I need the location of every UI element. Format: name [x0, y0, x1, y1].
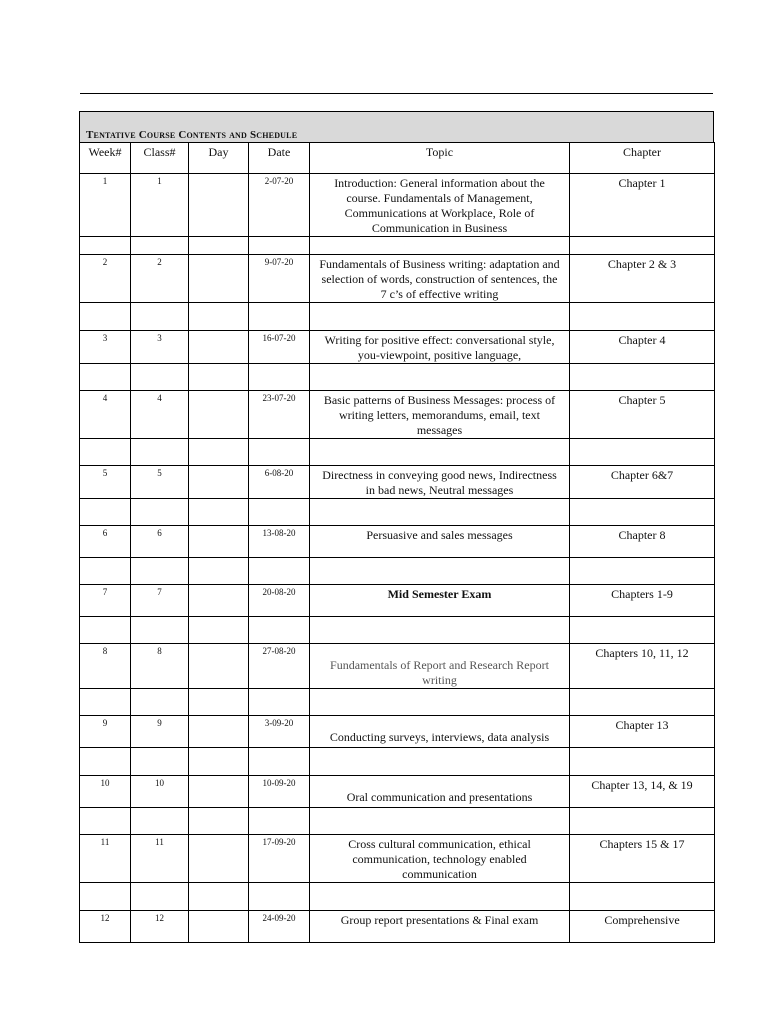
cell-class: 9: [131, 716, 189, 748]
cell-date: 23-07-20: [249, 391, 310, 439]
schedule-heading-banner: [79, 111, 714, 142]
cell-chapter: Chapters 10, 11, 12: [570, 644, 715, 689]
table-row: [80, 835, 715, 883]
cell-day: [189, 526, 249, 558]
empty-cell: [189, 748, 249, 776]
empty-cell: [570, 439, 715, 466]
spacer-row: [80, 364, 715, 391]
empty-cell: [80, 558, 131, 585]
cell-day: [189, 466, 249, 499]
table-row: [80, 526, 715, 558]
empty-cell: [189, 617, 249, 644]
empty-cell: [131, 883, 189, 911]
empty-cell: [310, 303, 570, 331]
empty-cell: [310, 439, 570, 466]
empty-cell: [131, 303, 189, 331]
empty-cell: [249, 617, 310, 644]
empty-cell: [249, 303, 310, 331]
cell-day: [189, 644, 249, 689]
spacer-row: [80, 689, 715, 716]
empty-cell: [570, 617, 715, 644]
cell-day: [189, 911, 249, 943]
empty-cell: [249, 689, 310, 716]
cell-week: 7: [80, 585, 131, 617]
table-row: [80, 716, 715, 748]
empty-cell: [310, 748, 570, 776]
cell-day: [189, 776, 249, 808]
empty-cell: [570, 237, 715, 255]
cell-class: 8: [131, 644, 189, 689]
empty-cell: [80, 499, 131, 526]
empty-cell: [570, 364, 715, 391]
cell-topic: Fundamentals of Business writing: adaptation and selection of words, construction of sentences, the 7 c’s of effective writing: [310, 255, 570, 303]
empty-cell: [570, 748, 715, 776]
empty-cell: [80, 748, 131, 776]
empty-cell: [131, 617, 189, 644]
empty-cell: [570, 808, 715, 835]
cell-week: 10: [80, 776, 131, 808]
cell-chapter: Chapter 5: [570, 391, 715, 439]
empty-cell: [189, 303, 249, 331]
spacer-row: [80, 883, 715, 911]
cell-week: 6: [80, 526, 131, 558]
cell-class: 11: [131, 835, 189, 883]
cell-week: 12: [80, 911, 131, 943]
empty-cell: [310, 558, 570, 585]
cell-class: 2: [131, 255, 189, 303]
empty-cell: [570, 883, 715, 911]
cell-topic: Group report presentations & Final exam: [310, 911, 570, 943]
spacer-row: [80, 617, 715, 644]
empty-cell: [131, 439, 189, 466]
cell-class: 7: [131, 585, 189, 617]
cell-week: 2: [80, 255, 131, 303]
column-header-week: Week#: [80, 143, 131, 174]
cell-day: [189, 174, 249, 237]
cell-topic: Introduction: General information about the course. Fundamentals of Management, Communications at Workplace, Role of Communication in Business: [310, 174, 570, 237]
cell-day: [189, 835, 249, 883]
empty-cell: [80, 689, 131, 716]
empty-cell: [189, 808, 249, 835]
table-row: [80, 174, 715, 237]
cell-date: 27-08-20: [249, 644, 310, 689]
empty-cell: [249, 748, 310, 776]
cell-chapter: Chapters 1-9: [570, 585, 715, 617]
cell-topic: Fundamentals of Report and Research Report writing: [310, 644, 570, 689]
cell-day: [189, 391, 249, 439]
empty-cell: [131, 689, 189, 716]
column-header-day: Day: [189, 143, 249, 174]
empty-cell: [189, 364, 249, 391]
empty-cell: [80, 617, 131, 644]
empty-cell: [249, 499, 310, 526]
cell-chapter: Chapter 1: [570, 174, 715, 237]
empty-cell: [80, 364, 131, 391]
cell-chapter: Chapter 6&7: [570, 466, 715, 499]
cell-chapter: Chapters 15 & 17: [570, 835, 715, 883]
empty-cell: [131, 237, 189, 255]
cell-chapter: Chapter 2 & 3: [570, 255, 715, 303]
schedule-table-body: [80, 174, 715, 943]
table-row: [80, 644, 715, 689]
cell-day: [189, 331, 249, 364]
cell-date: 9-07-20: [249, 255, 310, 303]
empty-cell: [131, 364, 189, 391]
cell-chapter: Chapter 13: [570, 716, 715, 748]
schedule-section: [79, 111, 714, 943]
schedule-table: [79, 142, 715, 943]
empty-cell: [570, 499, 715, 526]
cell-chapter: Chapter 13, 14, & 19: [570, 776, 715, 808]
cell-class: 6: [131, 526, 189, 558]
empty-cell: [80, 237, 131, 255]
empty-cell: [310, 617, 570, 644]
spacer-row: [80, 748, 715, 776]
cell-topic: Writing for positive effect: conversational style, you-viewpoint, positive language,: [310, 331, 570, 364]
empty-cell: [80, 439, 131, 466]
spacer-row: [80, 237, 715, 255]
spacer-row: [80, 558, 715, 585]
empty-cell: [189, 689, 249, 716]
empty-cell: [570, 558, 715, 585]
cell-week: 1: [80, 174, 131, 237]
cell-date: 20-08-20: [249, 585, 310, 617]
empty-cell: [189, 439, 249, 466]
cell-topic: Directness in conveying good news, Indirectness in bad news, Neutral messages: [310, 466, 570, 499]
cell-day: [189, 255, 249, 303]
empty-cell: [310, 499, 570, 526]
cell-date: 2-07-20: [249, 174, 310, 237]
empty-cell: [189, 883, 249, 911]
cell-topic: Basic patterns of Business Messages: process of writing letters, memorandums, email, text messages: [310, 391, 570, 439]
empty-cell: [189, 237, 249, 255]
empty-cell: [249, 808, 310, 835]
spacer-row: [80, 439, 715, 466]
table-row: [80, 255, 715, 303]
cell-chapter: Chapter 4: [570, 331, 715, 364]
cell-chapter: Comprehensive: [570, 911, 715, 943]
empty-cell: [189, 499, 249, 526]
cell-topic: Cross cultural communication, ethical communication, technology enabled communication: [310, 835, 570, 883]
cell-date: 24-09-20: [249, 911, 310, 943]
empty-cell: [131, 808, 189, 835]
empty-cell: [249, 883, 310, 911]
cell-day: [189, 716, 249, 748]
cell-class: 12: [131, 911, 189, 943]
table-row: [80, 331, 715, 364]
empty-cell: [131, 748, 189, 776]
cell-class: 4: [131, 391, 189, 439]
cell-week: 3: [80, 331, 131, 364]
cell-topic: Mid Semester Exam: [310, 585, 570, 617]
cell-week: 8: [80, 644, 131, 689]
empty-cell: [570, 689, 715, 716]
empty-cell: [249, 364, 310, 391]
cell-day: [189, 585, 249, 617]
empty-cell: [189, 558, 249, 585]
table-row: [80, 585, 715, 617]
cell-topic: Persuasive and sales messages: [310, 526, 570, 558]
empty-cell: [249, 439, 310, 466]
empty-cell: [249, 558, 310, 585]
empty-cell: [310, 689, 570, 716]
cell-week: 5: [80, 466, 131, 499]
table-row: [80, 466, 715, 499]
empty-cell: [80, 883, 131, 911]
cell-date: 3-09-20: [249, 716, 310, 748]
cell-week: 11: [80, 835, 131, 883]
empty-cell: [80, 808, 131, 835]
cell-date: 17-09-20: [249, 835, 310, 883]
empty-cell: [131, 558, 189, 585]
cell-topic: Conducting surveys, interviews, data analysis: [310, 716, 570, 748]
empty-cell: [131, 499, 189, 526]
cell-date: 13-08-20: [249, 526, 310, 558]
empty-cell: [570, 303, 715, 331]
empty-cell: [310, 237, 570, 255]
top-horizontal-rule: [80, 93, 713, 94]
cell-week: 4: [80, 391, 131, 439]
empty-cell: [310, 364, 570, 391]
cell-topic: Oral communication and presentations: [310, 776, 570, 808]
cell-date: 6-08-20: [249, 466, 310, 499]
table-row: [80, 911, 715, 943]
table-row: [80, 776, 715, 808]
column-header-date: Date: [249, 143, 310, 174]
column-header-topic: Topic: [310, 143, 570, 174]
cell-class: 3: [131, 331, 189, 364]
cell-chapter: Chapter 8: [570, 526, 715, 558]
column-header-class: Class#: [131, 143, 189, 174]
cell-week: 9: [80, 716, 131, 748]
spacer-row: [80, 808, 715, 835]
cell-class: 10: [131, 776, 189, 808]
cell-class: 1: [131, 174, 189, 237]
cell-date: 16-07-20: [249, 331, 310, 364]
spacer-row: [80, 499, 715, 526]
cell-date: 10-09-20: [249, 776, 310, 808]
empty-cell: [310, 883, 570, 911]
cell-class: 5: [131, 466, 189, 499]
empty-cell: [249, 237, 310, 255]
empty-cell: [310, 808, 570, 835]
column-header-chapter: Chapter: [570, 143, 715, 174]
schedule-heading: Tentative Course Contents and Schedule: [86, 129, 298, 141]
table-row: [80, 391, 715, 439]
spacer-row: [80, 303, 715, 331]
table-header-row: [80, 143, 715, 174]
empty-cell: [80, 303, 131, 331]
